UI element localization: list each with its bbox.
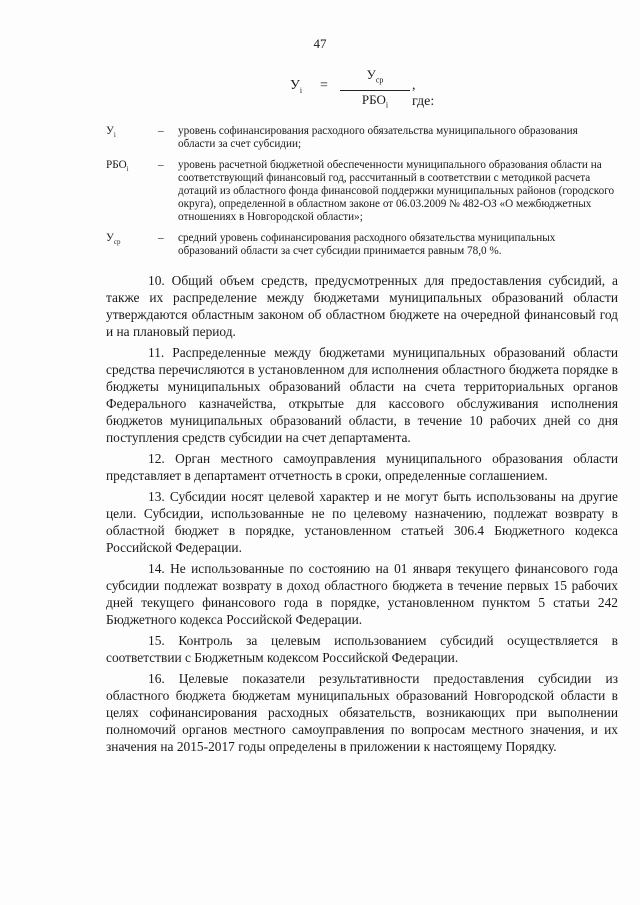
- paragraph-11: 11. Распределенные между бюджетами муниципальных образований области средства перечисляются в установленном для исполнения областного бюджета порядке в бюджеты муниципальных образований области на счета территориальных органов Федерального казначейства, открытые для кассового обслуживания исполнения бюджетов муниципальных образований области, в течение 10 рабочих дней со дня поступления средств субсидии на счет департамента.: [106, 345, 618, 445]
- paragraph-14: 14. Не использованные по состоянию на 01 января текущего финансового года субсидии подлежат возврату в доход областного бюджета в течение первых 15 рабочих дней текущего финансового года в порядке, установленном пунктом 5 статьи 242 Бюджетного кодекса Российской Федерации.: [106, 561, 618, 627]
- definition-symbol: $У_i$: [106, 125, 116, 140]
- formula-lhs: $У_i$: [290, 78, 303, 95]
- definition-dash: –: [158, 232, 164, 244]
- definition-text: уровень расчетной бюджетной обеспеченности муниципального образования области на соответствующий финансовый год, рассчитанный в соответствии с методикой расчета дотаций из областного фонда финансовой поддержки муниципальных районов (городского округа), определенной в областном законе от 06.03.2009 № 482-ОЗ «О межбюджетных отношениях в Новгородской области»;: [178, 159, 615, 223]
- definition-item: [106, 159, 616, 224]
- definition-dash: –: [158, 125, 164, 137]
- fraction-bar: [340, 90, 410, 91]
- page-number: 47: [313, 36, 327, 51]
- definitions-list: [106, 125, 616, 266]
- formula-fraction: [340, 68, 410, 112]
- paragraph-15: 15. Контроль за целевым использованием субсидий осуществляется в соответствии с Бюджетным кодексом Российской Федерации.: [106, 633, 618, 665]
- definition-text: уровень софинансирования расходного обязательства муниципального образования области за счет субсидии;: [178, 125, 578, 150]
- body-text: [106, 272, 618, 759]
- formula-equals: =: [320, 78, 328, 93]
- paragraph-12: 12. Орган местного самоуправления муниципального образования области представляет в департамент отчетность в сроки, определенные соглашением.: [106, 451, 618, 483]
- formula-denominator: $РБО_i$: [361, 91, 389, 110]
- paragraph-10: 10. Общий объем средств, предусмотренных для предоставления субсидий, а также их распределение между бюджетами муниципальных образований области утверждаются областным законом об областном бюджете на очередной финансовый год и на плановый период.: [106, 273, 618, 339]
- paragraph-16: 16. Целевые показатели результативности предоставления субсидии из областного бюджета бюджетам муниципальных образований Новгородской области в целях софинансирования расходных обязательств, возникающих при выполнении полномочий органов местного самоуправления по вопросам местного значения, и их значения на 2015-2017 годы определены в приложении к настоящему Порядку.: [106, 671, 618, 754]
- definition-item: [106, 232, 616, 258]
- formula-numerator: $У_{ср}$: [366, 67, 384, 85]
- formula-where: , где:: [412, 78, 435, 109]
- definition-symbol: $РБО_i$: [106, 159, 129, 174]
- paragraph-13: 13. Субсидии носят целевой характер и не могут быть использованы на другие цели. Субсидии, использованные не по целевому назначению, подлежат возврату в областной бюджет в порядке, установленном статьей 306.4 Бюджетного кодекса Российской Федерации.: [106, 489, 618, 555]
- definition-text: средний уровень софинансирования расходного обязательства муниципальных образований области за счет субсидии принимается равным 78,0 %.: [178, 232, 556, 257]
- definition-item: [106, 125, 616, 151]
- definition-symbol: $У_{ср}$: [106, 232, 121, 247]
- definition-dash: –: [158, 159, 164, 171]
